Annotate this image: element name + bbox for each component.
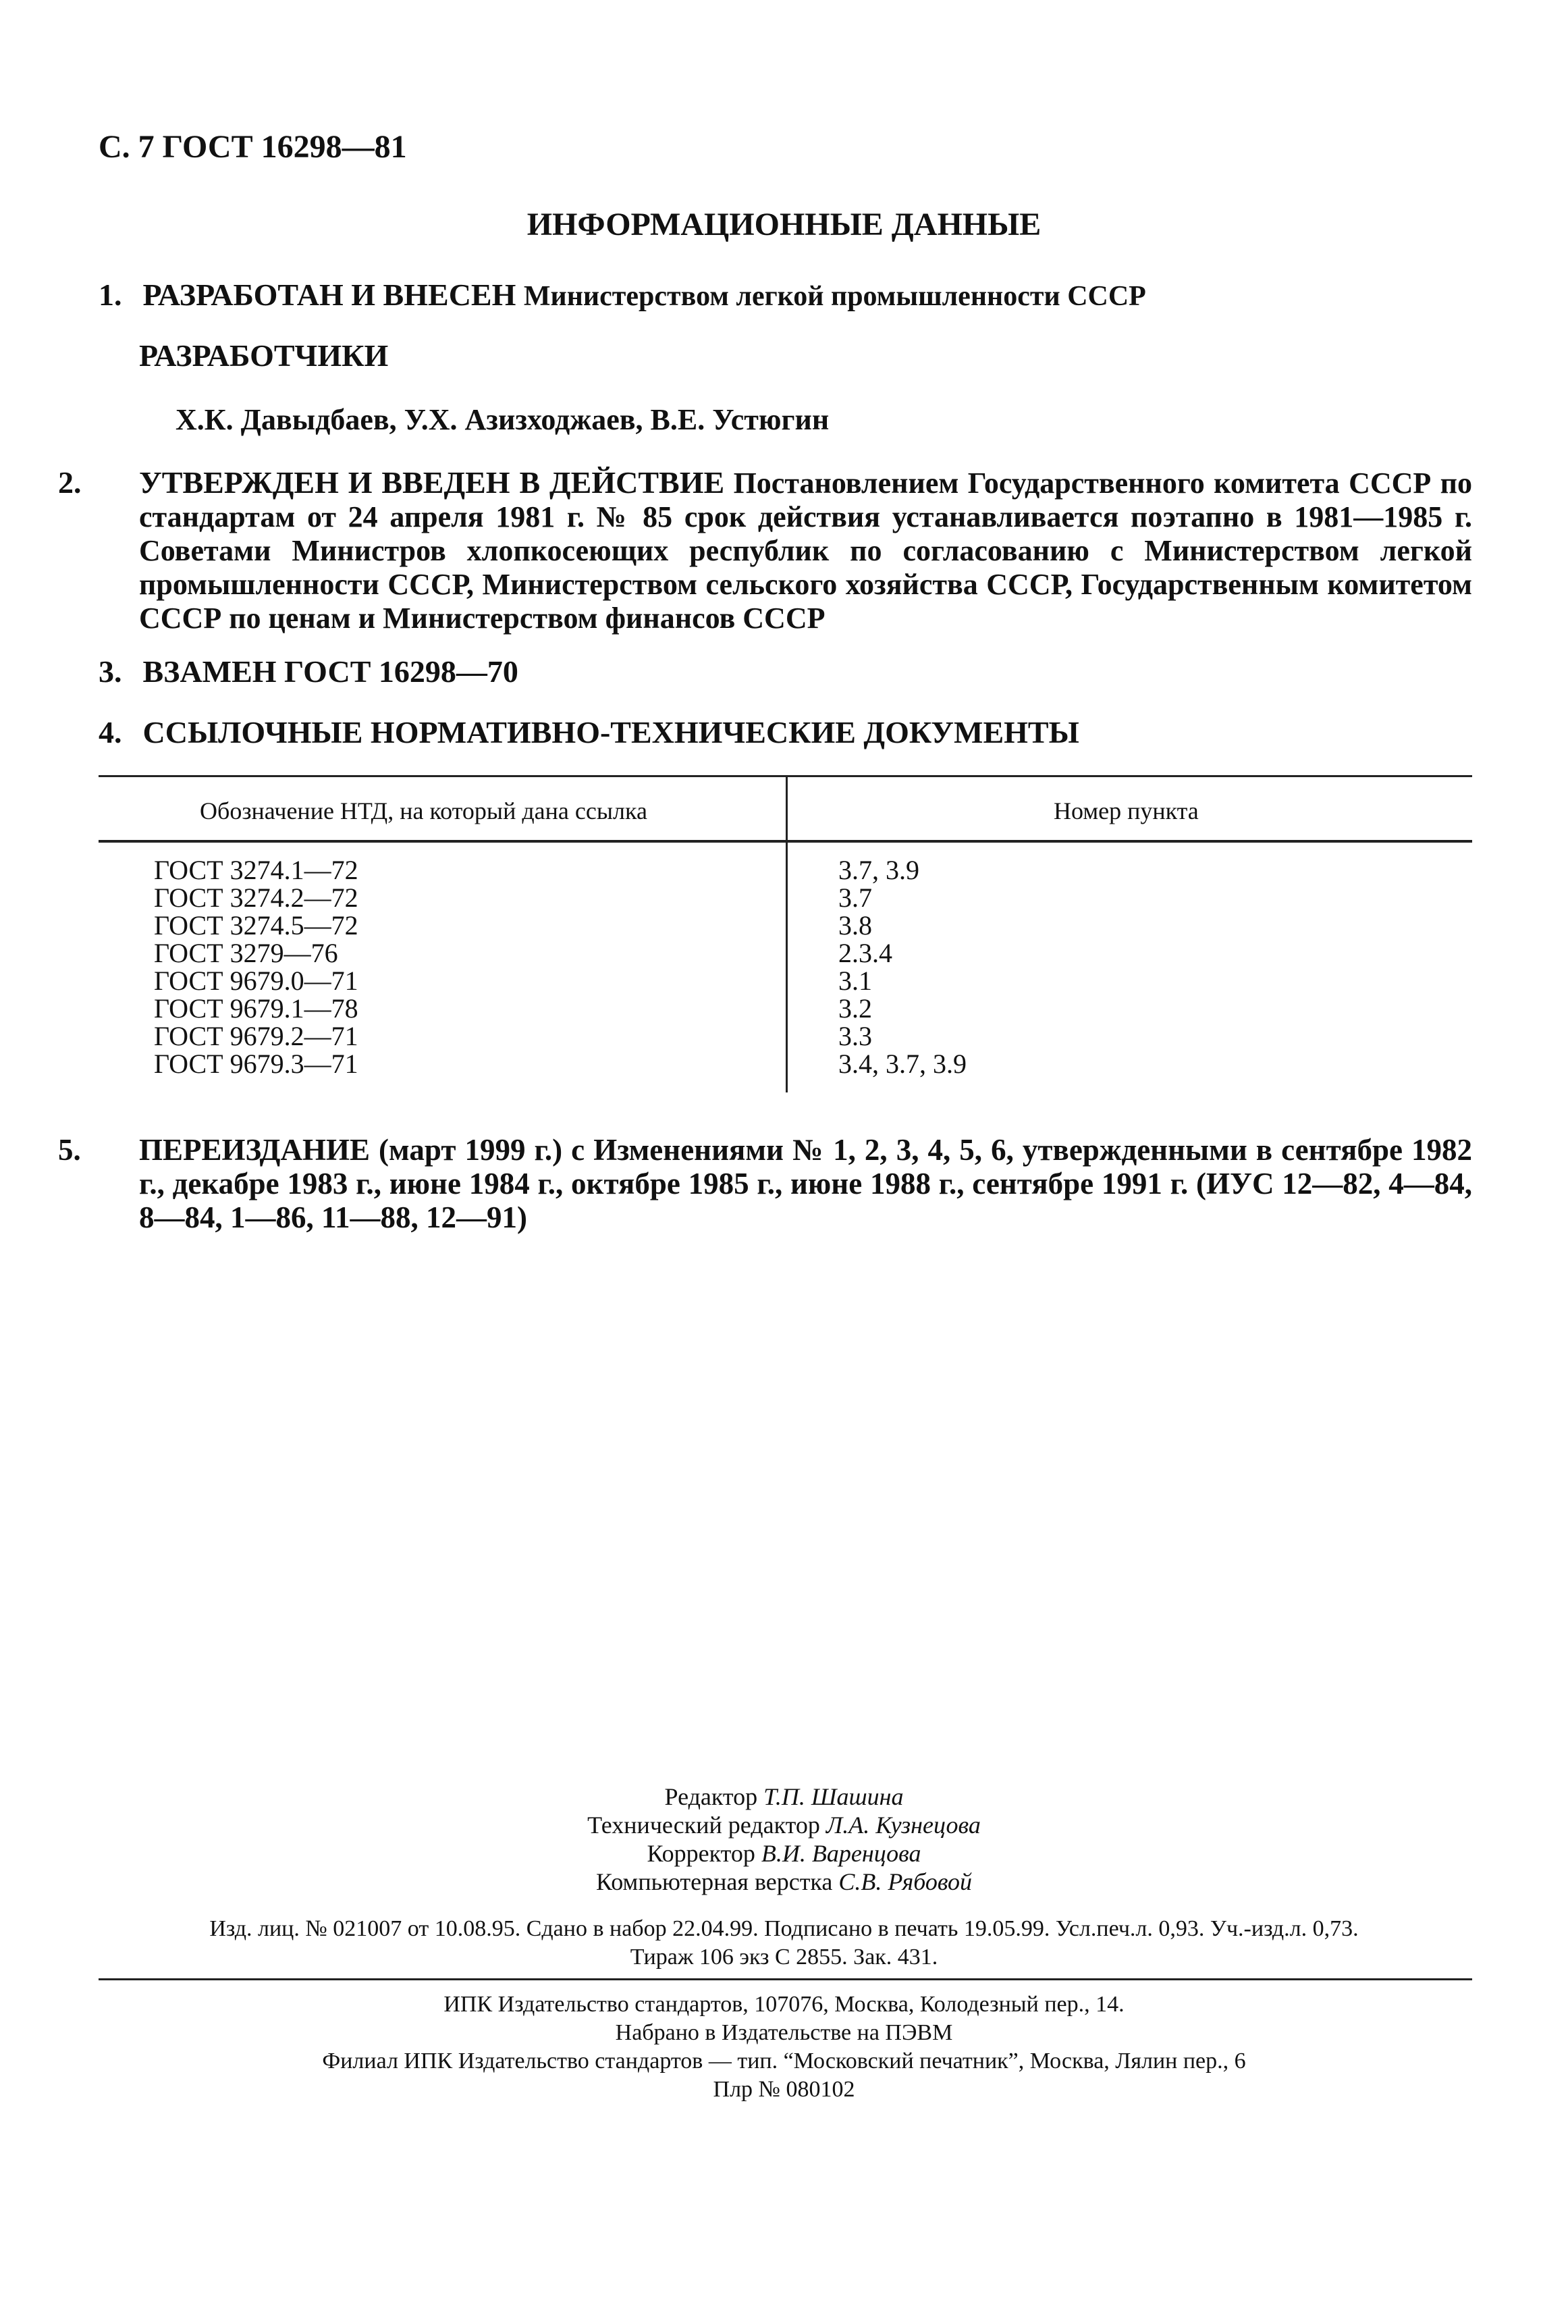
page-header: С. 7 ГОСТ 16298—81 (99, 129, 407, 165)
credit-corrector (0, 1839, 1568, 1868)
credit-tech-editor-label: Технический редактор (587, 1812, 820, 1839)
publisher-line-1: ИПК Издательство стандартов, 107076, Москва, Колодезный пер., 14. (443, 1992, 1125, 2017)
row-designation: ГОСТ 9679.2—71 (154, 1021, 358, 1051)
row-clause: 3.2 (838, 993, 872, 1024)
credits-block (0, 1782, 1568, 1896)
item-2-text: Постановлением Государственного комитета СССР по стандартам от 24 апреля 1981 г. № 85 срок действия устанавливается поэтапно в 1981—1985 г. Советами Министров хлопкосеющих республик по согласованию с Министерством легкой промышленности СССР, Министерством сельского хозяйства СССР, Государственным комитетом СССР по ценам и Министерством финансов СССР (139, 467, 1473, 635)
credit-editor (0, 1782, 1568, 1811)
row-designation: ГОСТ 3274.2—72 (154, 882, 358, 913)
item-4-number: 4. (99, 715, 122, 749)
row-clause: 3.3 (838, 1021, 872, 1051)
imprint-line-2: Тираж 106 экз С 2855. Зак. 431. (630, 1945, 938, 1970)
table-header-clause: Номер пункта (1054, 797, 1199, 824)
item-4 (99, 714, 1079, 750)
publisher-block (0, 1990, 1568, 2104)
row-designation: ГОСТ 3274.1—72 (154, 855, 358, 885)
item-2 (58, 465, 1473, 635)
row-clause: 3.7 (838, 882, 872, 913)
row-clause: 3.1 (838, 966, 872, 996)
item-1 (99, 277, 1146, 313)
row-clause: 3.4, 3.7, 3.9 (838, 1049, 967, 1079)
item-4-text: ССЫЛОЧНЫЕ НОРМАТИВНО-ТЕХНИЧЕСКИЕ ДОКУМЕНТЫ (142, 715, 1079, 749)
item-3-number: 3. (99, 654, 122, 689)
row-clause: 3.7, 3.9 (838, 855, 919, 885)
publisher-line-4: Плр № 080102 (713, 2077, 855, 2102)
publisher-line-2: Набрано в Издательстве на ПЭВМ (615, 2020, 953, 2045)
credit-layout (0, 1868, 1568, 1896)
item-1-number: 1. (99, 278, 122, 312)
row-designation: ГОСТ 3279—76 (154, 938, 338, 968)
credit-layout-name: С.В. Рябовой (838, 1868, 972, 1895)
developers-label: РАЗРАБОТЧИКИ (139, 338, 389, 373)
item-2-number: 2. (58, 465, 82, 500)
page-title: ИНФОРМАЦИОННЫЕ ДАННЫЕ (526, 207, 1042, 242)
imprint-line-1: Изд. лиц. № 021007 от 10.08.95. Сдано в набор 22.04.99. Подписано в печать 19.05.99. Усл.печ.л. 0,93. Уч.-изд.л. 0,73. (209, 1916, 1359, 1941)
row-clause: 2.3.4 (838, 938, 892, 968)
imprint-block (0, 1915, 1568, 1972)
credit-corrector-name: В.И. Варенцова (761, 1840, 921, 1867)
row-designation: ГОСТ 9679.1—78 (154, 993, 358, 1024)
item-5 (58, 1133, 1472, 1234)
row-clause: 3.8 (838, 910, 872, 941)
table-column-divider (786, 775, 788, 1092)
credit-corrector-label: Корректор (647, 1840, 755, 1867)
publisher-line-3: Филиал ИПК Издательство стандартов — тип. “Московский печатник”, Москва, Лялин пер., 6 (322, 2049, 1246, 2074)
credit-tech-editor-name: Л.А. Кузнецова (826, 1812, 981, 1839)
item-2-lead: УТВЕРЖДЕН И ВВЕДЕН В ДЕЙСТВИЕ (139, 465, 725, 500)
item-5-text: ПЕРЕИЗДАНИЕ (март 1999 г.) с Изменениями № 1, 2, 3, 4, 5, 6, утвержденными в сентябре 1982 г., декабре 1983 г., июне 1984 г., октябре 1985 г., июне 1988 г., сентябре 1991 г. (ИУС 12—82, 4—84, 8—84, 1—86, 11—88, 12—91) (139, 1133, 1472, 1234)
item-1-lead: РАЗРАБОТАН И ВНЕСЕН (142, 278, 516, 312)
table-header-designation: Обозначение НТД, на который дана ссылка (200, 797, 647, 824)
credit-editor-label: Редактор (664, 1783, 758, 1810)
row-designation: ГОСТ 9679.0—71 (154, 966, 358, 996)
row-designation: ГОСТ 3274.5—72 (154, 910, 358, 941)
item-3-text: ВЗАМЕН ГОСТ 16298—70 (142, 654, 518, 689)
row-designation: ГОСТ 9679.3—71 (154, 1049, 358, 1079)
credit-layout-label: Компьютерная верстка (596, 1868, 833, 1895)
item-3 (99, 654, 518, 689)
table-header-rule (99, 840, 1472, 843)
credit-editor-name: Т.П. Шашина (763, 1783, 904, 1810)
developers-names: Х.К. Давыдбаев, У.Х. Азизходжаев, В.Е. Устюгин (175, 403, 830, 436)
imprint-divider (99, 1978, 1472, 1980)
item-5-number: 5. (58, 1133, 81, 1167)
credit-tech-editor (0, 1811, 1568, 1839)
item-1-text: Министерством легкой промышленности СССР (523, 281, 1146, 312)
